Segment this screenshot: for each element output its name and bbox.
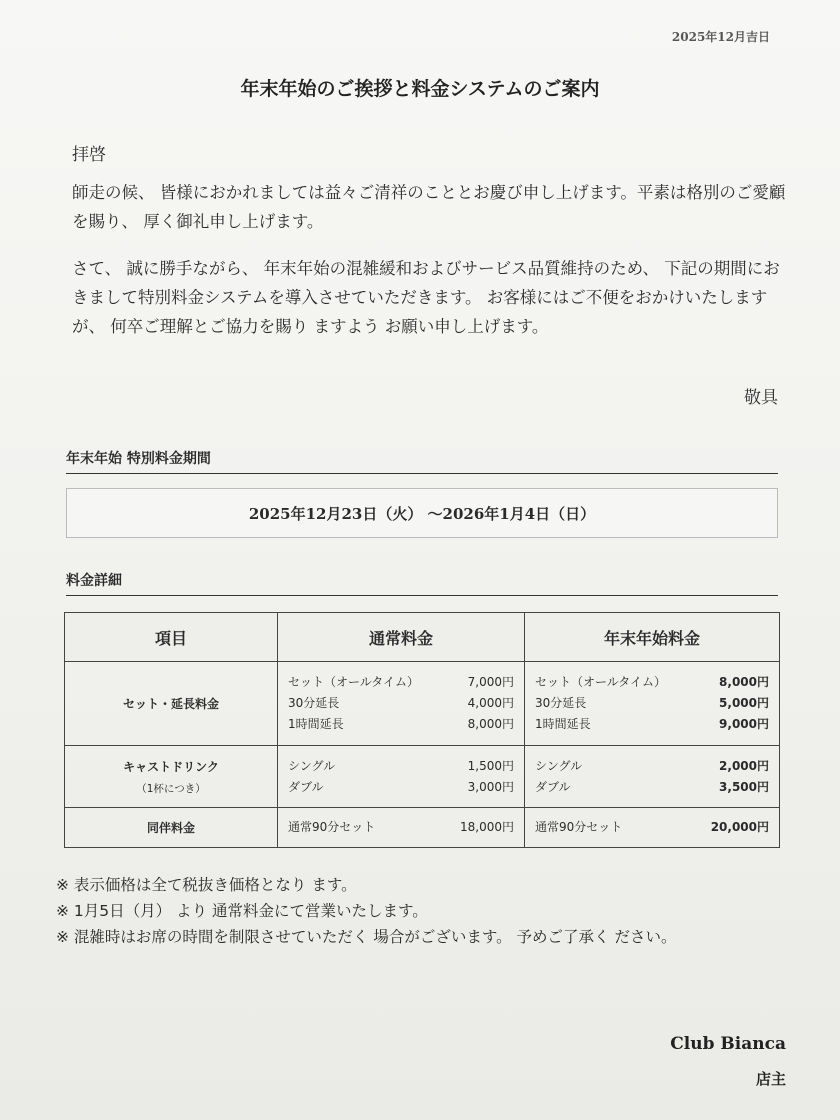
price-line bbox=[535, 817, 769, 838]
document-title: 年末年始のご挨拶と料金システムのご案内 bbox=[240, 78, 600, 100]
normal-prices bbox=[278, 746, 525, 808]
signature-name: Club Bianca bbox=[670, 1034, 786, 1054]
price-line bbox=[535, 672, 769, 693]
price-line bbox=[535, 693, 769, 714]
price-value: 3,500円 bbox=[719, 779, 769, 794]
price-label: 1時間延長 bbox=[535, 717, 591, 731]
salutation: 拝啓 bbox=[72, 145, 106, 165]
price-value: 8,000円 bbox=[719, 675, 769, 689]
table-row bbox=[65, 746, 780, 808]
price-line bbox=[288, 756, 514, 777]
price-label: セット（オールタイム） bbox=[535, 675, 667, 689]
price-line bbox=[288, 672, 514, 693]
price-value: 2,000円 bbox=[719, 758, 769, 773]
table-row bbox=[65, 808, 780, 848]
table-row bbox=[65, 662, 780, 746]
row-item-note: （1杯につき） bbox=[136, 782, 206, 795]
period-box bbox=[66, 488, 778, 538]
price-line bbox=[535, 777, 769, 798]
header-item: 項目 bbox=[65, 613, 278, 662]
price-label: ダブル bbox=[288, 779, 324, 794]
price-value: 9,000円 bbox=[719, 717, 769, 731]
row-item-label: キャストドリンク bbox=[123, 759, 219, 774]
price-value: 1,500円 bbox=[467, 758, 514, 773]
price-label: 通常90分セット bbox=[288, 820, 376, 834]
price-value: 7,000円 bbox=[467, 675, 514, 689]
price-value: 3,000円 bbox=[467, 779, 514, 794]
holiday-prices bbox=[525, 662, 780, 746]
price-line bbox=[535, 714, 769, 735]
row-item-label: 同伴料金 bbox=[146, 821, 195, 835]
price-label: 通常90分セット bbox=[535, 820, 623, 834]
normal-prices bbox=[278, 808, 525, 848]
price-label: 30分延長 bbox=[288, 696, 340, 710]
note-tax: ※ 表示価格は全て税抜き価格となり ます。 bbox=[56, 876, 357, 894]
holiday-prices bbox=[525, 808, 780, 848]
price-line bbox=[288, 777, 514, 798]
price-value: 8,000円 bbox=[467, 717, 514, 731]
price-label: 1時間延長 bbox=[288, 717, 344, 731]
price-value: 18,000円 bbox=[460, 820, 514, 834]
header-holiday-price: 年末年始料金 bbox=[525, 613, 780, 662]
note-time-limit: ※ 混雑時はお席の時間を制限させていただく 場合がございます。 予めご了承く ださい。 bbox=[56, 928, 677, 946]
fee-table bbox=[64, 612, 780, 848]
period-heading: 年末年始 特別料金期間 bbox=[66, 448, 778, 474]
header-normal-price: 通常料金 bbox=[278, 613, 525, 662]
document-date: 2025年12月吉日 bbox=[671, 30, 770, 44]
price-label: シングル bbox=[535, 758, 583, 773]
price-label: シングル bbox=[288, 758, 336, 773]
price-label: セット（オールタイム） bbox=[288, 675, 420, 689]
row-item bbox=[65, 746, 278, 808]
price-line bbox=[288, 693, 514, 714]
price-label: 30分延長 bbox=[535, 696, 587, 710]
row-item-label: セット・延長料金 bbox=[122, 697, 219, 711]
row-item bbox=[65, 808, 278, 848]
greeting-paragraph: 師走の候、 皆様におかれましては益々ご清祥のこととお慶び申し上げます。平素は格別のご愛顧を賜り、 厚く御礼申し上げます。 bbox=[72, 183, 786, 231]
fee-table-header-row bbox=[65, 613, 780, 662]
note-normal-resume: ※ 1月5日（月） より 通常料金にて営業いたします。 bbox=[56, 902, 428, 920]
signature-role: 店主 bbox=[755, 1070, 786, 1088]
price-value: 4,000円 bbox=[467, 696, 514, 710]
price-line bbox=[288, 714, 514, 735]
normal-prices bbox=[278, 662, 525, 746]
row-item bbox=[65, 662, 278, 746]
price-value: 5,000円 bbox=[719, 696, 769, 710]
notes-list bbox=[56, 872, 786, 950]
notice-paragraph: さて、 誠に勝手ながら、 年末年始の混雑緩和およびサービス品質維持のため、 下記の期間におきまして特別料金システムを導入させていただきます。 お客様にはご不便をおかけいたしますが、 何卒ご理解とご協力を賜り ますよう お願い申し上げます。 bbox=[72, 259, 780, 336]
closing-word: 敬具 bbox=[744, 388, 778, 408]
price-label: ダブル bbox=[535, 779, 571, 794]
fees-heading: 料金詳細 bbox=[66, 570, 778, 596]
price-value: 20,000円 bbox=[710, 820, 769, 834]
price-line bbox=[288, 817, 514, 838]
holiday-prices bbox=[525, 746, 780, 808]
period-range: 2025年12月23日（火） ～2026年1月4日（日） bbox=[248, 504, 596, 523]
price-line bbox=[535, 756, 769, 777]
